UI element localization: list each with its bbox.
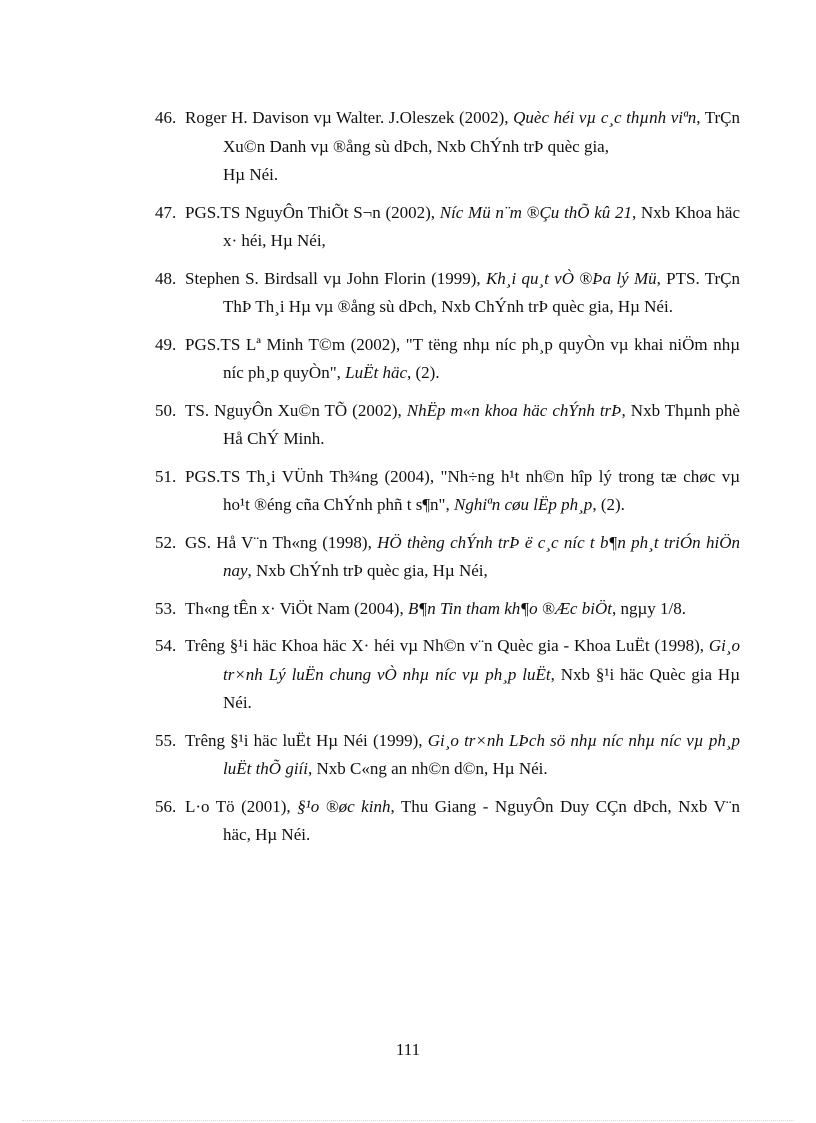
- reference-item: [155, 727, 740, 784]
- reference-number: 51.: [155, 466, 177, 486]
- reference-number: 49.: [155, 334, 177, 354]
- reference-text: , ngµy 1/8.: [611, 598, 686, 618]
- reference-text: , Nxb ChÝnh trÞ quèc gia, Hµ Néi,: [247, 561, 488, 580]
- reference-item: [155, 331, 740, 388]
- reference-number: 55.: [155, 730, 177, 750]
- reference-number: 56.: [155, 796, 177, 816]
- reference-item: [155, 397, 740, 454]
- reference-number: 48.: [155, 268, 177, 288]
- reference-text: , (2).: [407, 363, 440, 382]
- reference-text: PGS.TS Th¸i VÜnh Th¾ng (2004), "Nh÷ng h¹t nh©n hîp lý trong tæ chøc vµ ho¹t ®éng cña ChÝnh phñ t s¶n",: [185, 466, 740, 514]
- page-number: 111: [395, 1040, 421, 1059]
- reference-text: L·o Tö (2001),: [185, 796, 298, 816]
- reference-number: 53.: [155, 598, 177, 618]
- reference-item: [155, 463, 740, 520]
- reference-text: Trêng §¹i häc luËt Hµ Néi (1999),: [185, 730, 428, 750]
- reference-text: Trêng §¹i häc Khoa häc X· héi vµ Nh©n v¨n Quèc gia - Khoa LuËt (1998),: [185, 636, 709, 655]
- reference-number: 46.: [155, 108, 177, 127]
- reference-text: Th«ng tÊn x· ViÖt Nam (2004),: [185, 598, 408, 618]
- reference-title: §¹o ®øc kinh: [297, 796, 391, 816]
- reference-text: , Nxb §¹i häc Quèc gia Hµ Néi.: [223, 664, 740, 712]
- reference-title: Gi¸o tr×nh LÞch sö nhµ níc nhµ níc vµ ph¸p luËt thÕ giíi: [223, 730, 740, 778]
- reference-title: Nghiªn cøu lËp ph¸p: [453, 495, 593, 514]
- reference-title: Quèc héi vµ c¸c thµnh viªn: [513, 108, 697, 127]
- reference-list: [155, 104, 740, 859]
- reference-text: , Nxb Thµnh phè Hå ChÝ Minh.: [223, 400, 740, 448]
- reference-text: Hµ Néi.: [223, 165, 279, 184]
- page-bottom-edge: [22, 1120, 794, 1121]
- reference-item: [155, 793, 740, 850]
- reference-number: 54.: [155, 636, 177, 655]
- reference-title: Níc Mü n¨m ®Çu thÕ kû 21: [439, 202, 632, 222]
- reference-text: , Thu Giang - NguyÔn Duy CÇn dÞch, Nxb V¨n häc, Hµ Néi.: [223, 796, 741, 844]
- reference-text: TS. NguyÔn Xu©n TÕ (2002),: [185, 400, 407, 420]
- reference-title: B¶n Tin tham kh¶o ®Æc biÖt: [407, 598, 612, 618]
- reference-item: [155, 632, 740, 718]
- reference-number: 50.: [155, 400, 177, 420]
- reference-number: 52.: [155, 532, 177, 552]
- reference-text: , PTS. TrÇn ThÞ Th¸i Hµ vµ ®ång sù dÞch, Nxb ChÝnh trÞ quèc gia, Hµ Néi.: [223, 268, 740, 316]
- reference-text: , (2).: [592, 495, 625, 514]
- reference-title: NhËp m«n khoa häc chÝnh trÞ: [406, 400, 622, 420]
- reference-item: [155, 104, 740, 190]
- reference-number: 47.: [155, 202, 177, 222]
- reference-item: [155, 529, 740, 586]
- reference-title: LuËt häc: [345, 363, 408, 382]
- reference-text: PGS.TS Lª Minh T©m (2002), "T tëng nhµ níc ph¸p quyÒn vµ khai niÖm nhµ níc ph¸p quyÒn",: [185, 334, 740, 382]
- reference-title: Kh¸i qu¸t vÒ ®Þa lý Mü: [485, 268, 657, 288]
- reference-item: [155, 265, 740, 322]
- reference-item: [155, 595, 740, 624]
- reference-text: , TrÇn Xu©n Danh vµ ®ång sù dÞch, Nxb ChÝnh trÞ quèc gia,: [223, 108, 741, 156]
- reference-title: HÖ thèng chÝnh trÞ ë c¸c níc t b¶n ph¸t triÓn hiÖn nay: [223, 532, 740, 580]
- reference-title: Gi¸o tr×nh Lý luËn chung vÒ nhµ níc vµ ph¸p luËt: [223, 636, 740, 684]
- reference-text: GS. Hå V¨n Th«ng (1998),: [185, 532, 378, 552]
- reference-item: [155, 199, 740, 256]
- reference-text: PGS.TS NguyÔn ThiÕt S¬n (2002),: [185, 202, 440, 222]
- reference-text: Roger H. Davison vµ Walter. J.Oleszek (2002),: [185, 108, 514, 127]
- reference-text: Stephen S. Birdsall vµ John Florin (1999),: [185, 268, 486, 288]
- reference-text: , Nxb C«ng an nh©n d©n, Hµ Néi.: [308, 759, 548, 778]
- reference-text: , Nxb Khoa häc x· héi, Hµ Néi,: [223, 202, 740, 250]
